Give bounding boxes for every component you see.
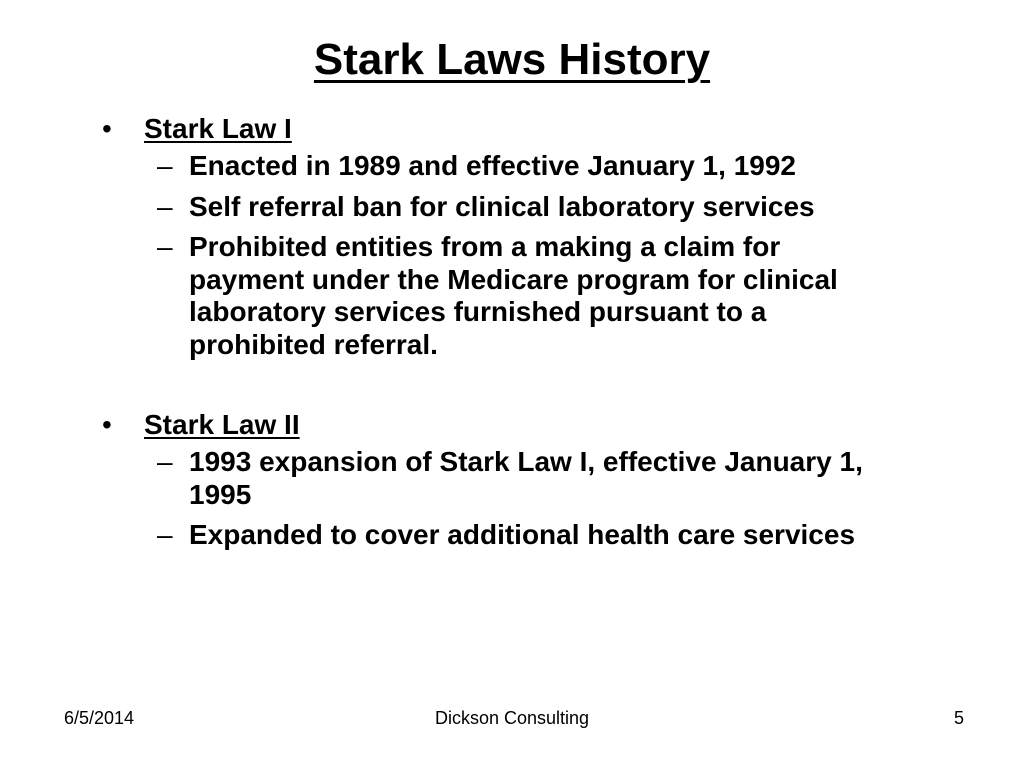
sub-item-text: Prohibited entities from a making a claim for payment under the Medicare program for clinical laboratory services furnished pursuant to a prohibited referral. [189,231,838,360]
slide-body [102,112,902,560]
slide-title: Stark Laws History [313,35,711,84]
dash-icon: – [157,231,173,262]
sub-item [102,519,869,552]
sub-item-text: Expanded to cover additional health care services [189,519,856,550]
sub-item [102,150,869,183]
sub-item [102,191,869,224]
bullet-item [102,408,902,446]
sub-list [102,446,902,552]
dash-icon: – [157,190,173,222]
dash-icon: – [157,519,173,550]
dash-icon: – [157,446,173,477]
sub-item [102,446,869,511]
sub-list [102,150,902,361]
sub-item-text: 1993 expansion of Stark Law I, effective January 1, 1995 [189,446,863,510]
section-stark-law-i [102,112,902,361]
footer-organization: Dickson Consulting [434,708,590,728]
sub-item-text: Enacted in 1989 and effective January 1, 1992 [189,150,796,181]
bullet-item [102,112,902,150]
section-heading: Stark Law I [144,113,292,144]
bullet-icon: • [102,113,112,144]
section-stark-law-ii [102,408,902,552]
sub-item [102,231,869,361]
footer-date: 6/5/2014 [64,708,135,728]
dash-icon: – [157,150,173,181]
footer-page-number: 5 [953,708,964,728]
bullet-icon: • [102,409,112,440]
section-heading: Stark Law II [144,409,300,440]
sub-item-text: Self referral ban for clinical laboratory services [189,190,815,222]
